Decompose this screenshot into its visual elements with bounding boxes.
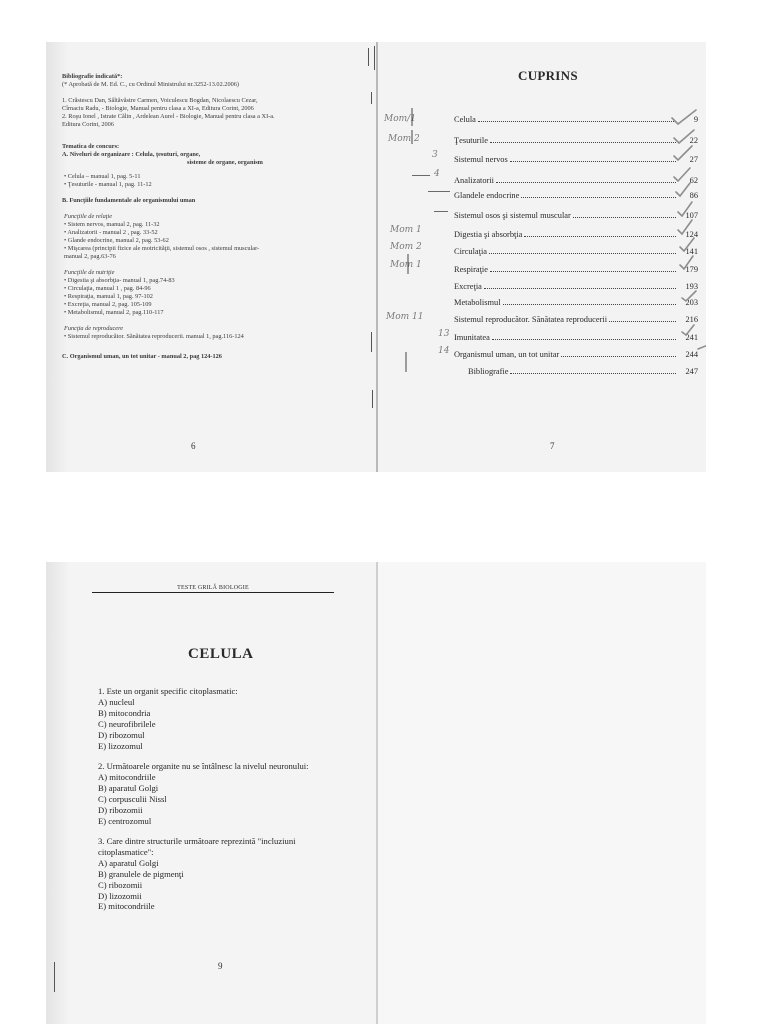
check-icon <box>672 110 696 124</box>
running-header: TESTE GRILĂ BIOLOGIE <box>177 585 249 591</box>
toc-entry-label: Sistemul osos şi sistemul muscular <box>454 211 571 220</box>
check-icon <box>682 291 696 301</box>
toc-entry-page: 203 <box>685 298 698 307</box>
question-2 <box>98 761 309 826</box>
chapter-title: CELULA <box>188 646 254 662</box>
answer-option: D) lizozomii <box>98 890 142 901</box>
answer-option: E) centrozomul <box>98 815 152 826</box>
toc-entry-label: Respiraţie <box>454 265 488 274</box>
handwritten-note: Mom 1 <box>390 260 422 270</box>
check-icon <box>680 256 693 269</box>
topic-item: • Sistemul reproducător. Sănătatea reproducerii. manual 1, pag.116-124 <box>64 333 244 340</box>
question-text: 1. Este un organit specific citoplasmatic: <box>98 686 238 696</box>
topic-item: • Sistem nervos, manual 2, pag. 11-32 <box>64 221 160 228</box>
check-icon <box>674 130 694 143</box>
toc-entry-page: 193 <box>685 282 698 291</box>
page-number: 9 <box>218 961 223 971</box>
question-3 <box>98 836 296 912</box>
bibliography-heading: Bibliografie indicată*: <box>62 73 123 80</box>
nutritie-heading: Funcţiile de nutriţie <box>64 269 115 276</box>
answer-option: A) aparatul Golgi <box>98 857 159 868</box>
topic-item: • Celula – manual 1, pag. 5-11 <box>64 173 141 180</box>
tematica-heading: Tematica de concurs: <box>62 143 120 150</box>
handwritten-note: Mom 1 <box>390 225 422 235</box>
toc-entry-label: Glandele endocrine <box>454 191 520 200</box>
pencil-checkmarks <box>378 42 706 472</box>
toc-entry-label: Digestia şi absorbţia <box>454 230 523 239</box>
toc-entry-page: 107 <box>685 211 698 220</box>
page-7 <box>378 42 706 472</box>
section-a-heading: A. Niveluri de organizare : Celula, ţesuturi, organe, <box>62 151 201 158</box>
topic-item: • Glande endocrine, manual 2, pag. 53-62 <box>64 237 169 244</box>
section-c-heading: C. Organismul uman, un tot unitar - manual 2, pag 124-126 <box>62 353 222 360</box>
toc-entry-label: Excreţia <box>454 282 482 291</box>
answer-option: A) nucleul <box>98 696 135 707</box>
handwritten-note: Mom 11 <box>386 312 424 322</box>
answer-option: A) mitocondriile <box>98 771 156 782</box>
toc-entry-page: 124 <box>685 230 698 239</box>
answer-option: B) aparatul Golgi <box>98 782 159 793</box>
check-icon <box>676 183 690 196</box>
bibliography-item: Cîrnaciu Radu, - Biologie, Manual pentru clasa a XI-a, Editura Corint, 2006 <box>62 105 254 112</box>
page-9 <box>46 562 376 1024</box>
topic-item: • Analizatorii - manual 2 , pag. 33-52 <box>64 229 158 236</box>
check-icon <box>698 345 706 349</box>
toc-entry-page: 141 <box>685 247 698 256</box>
toc-entry-label: Bibliografie <box>468 367 509 376</box>
topic-item: • Digestia şi absorbţia- manual 1, pag.74-83 <box>64 277 175 284</box>
toc-entry-page: 244 <box>685 350 698 359</box>
check-icon <box>678 220 692 234</box>
reproducere-heading: Funcţia de reproducere <box>64 325 124 332</box>
section-b-heading: B. Funcţiile fundamentale ale organismului uman <box>62 197 196 204</box>
answer-option: C) corpusculii Nissl <box>98 793 167 804</box>
bibliography-item: 2. Roşu Ionel , Istrate Călin , Ardelean Aurel - Biologie, Manual pentru clasa a XI-a. <box>62 113 275 120</box>
topic-item: • Mişcarea (principii fizice ale motricităţii, sistemul osos , sistemul muscular- <box>64 245 260 252</box>
toc-entry-label: Circulaţia <box>454 247 488 256</box>
relatie-heading: Funcţiile de relaţie <box>64 213 113 220</box>
topic-item: • Respiraţia, manual 1, pag. 97-102 <box>64 293 153 300</box>
handwritten-note: Mom 2 <box>390 242 422 252</box>
answer-option: E) lizozomul <box>98 740 143 751</box>
toc-entry-page: 9 <box>693 115 698 124</box>
toc-entry-label: Sistemul nervos <box>454 155 508 164</box>
bibliography-item: 1. Crăstescu Dan, Săltăvăstre Carmen, Voiculescu Bogdan, Nicolaescu Cezar, <box>62 97 258 104</box>
toc-entry-page: 62 <box>689 176 698 185</box>
question-text: 2. Următoarele organite nu se întâlnesc la nivelul neuronului: <box>98 761 309 771</box>
toc-entry-label: Analizatorii <box>454 176 494 185</box>
answer-option: B) granulele de pigmenţi <box>98 868 184 879</box>
toc-entry-page: 241 <box>685 333 698 342</box>
toc-entry-page: 86 <box>689 191 698 200</box>
handwritten-note: Mom 2 <box>388 134 420 144</box>
handwritten-note: 13 <box>438 329 450 339</box>
toc-title: CUPRINS <box>518 68 578 83</box>
bibliography-item: Editura Corint, 2006 <box>62 121 114 128</box>
question-1 <box>98 686 238 751</box>
question-text: 3. Care dintre structurile următoare reprezintă "incluziuni <box>98 836 296 846</box>
answer-option: E) mitocondriile <box>98 901 155 912</box>
bottom-spread <box>46 562 706 1024</box>
topic-item: • Circulaţia, manual 1 , pag. 84-96 <box>64 285 151 292</box>
handwritten-note: 3 <box>432 150 438 160</box>
check-icon <box>678 202 692 216</box>
toc-entry-label: Metabolismul <box>454 298 501 307</box>
toc-entry-label: Organismul uman, un tot unitar <box>454 350 560 359</box>
handwritten-note: 14 <box>438 346 450 356</box>
page-number: 7 <box>550 441 555 451</box>
toc-entry-page: 247 <box>685 367 698 376</box>
toc-entry-label: Ţesuturile <box>454 136 488 145</box>
handwritten-note: 4 <box>434 169 440 179</box>
toc-entry-page: 216 <box>685 315 698 324</box>
blank-page <box>378 562 706 1024</box>
toc-entry-label: Celula <box>454 115 476 124</box>
bibliography-note: (* Aprobată de M. Ed. C., cu Ordinul Ministrului nr.3252-13.02.2006) <box>62 81 239 88</box>
check-icon <box>680 238 694 251</box>
section-a-continuation: sisteme de organe, organism <box>187 159 263 166</box>
question-text: citoplasmatice": <box>98 846 154 857</box>
toc-entry-label: Sistemul reproducător. Sănătatea reproducerii <box>454 315 608 324</box>
check-icon <box>682 325 694 335</box>
top-spread <box>46 42 706 472</box>
topic-item: • Metabolismul, manual 2, pag.110-117 <box>64 309 164 316</box>
topic-item: manual 2, pag.63-76 <box>64 253 116 260</box>
toc-entry-page: 179 <box>685 265 698 274</box>
header-rule <box>92 592 334 593</box>
check-icon <box>674 168 690 181</box>
answer-option: B) mitocondria <box>98 707 151 718</box>
answer-option: C) ribozomii <box>98 879 143 890</box>
handwritten-note: Mom/1 <box>384 114 416 124</box>
page-6 <box>46 42 376 472</box>
page-number: 6 <box>191 441 196 451</box>
toc-entry-page: 22 <box>689 136 698 145</box>
answer-option: D) ribozomul <box>98 729 145 740</box>
topic-item: • Excreţia, manual 2, pag. 105-109 <box>64 301 152 308</box>
answer-option: C) neurofibrilele <box>98 718 156 729</box>
topic-item: • Ţesuturile - manual 1, pag. 11-12 <box>64 181 152 188</box>
check-icon <box>674 146 692 160</box>
toc-entry-page: 27 <box>689 155 698 164</box>
toc-entry-label: Imunitatea <box>454 333 490 342</box>
answer-option: D) ribozomii <box>98 804 143 815</box>
